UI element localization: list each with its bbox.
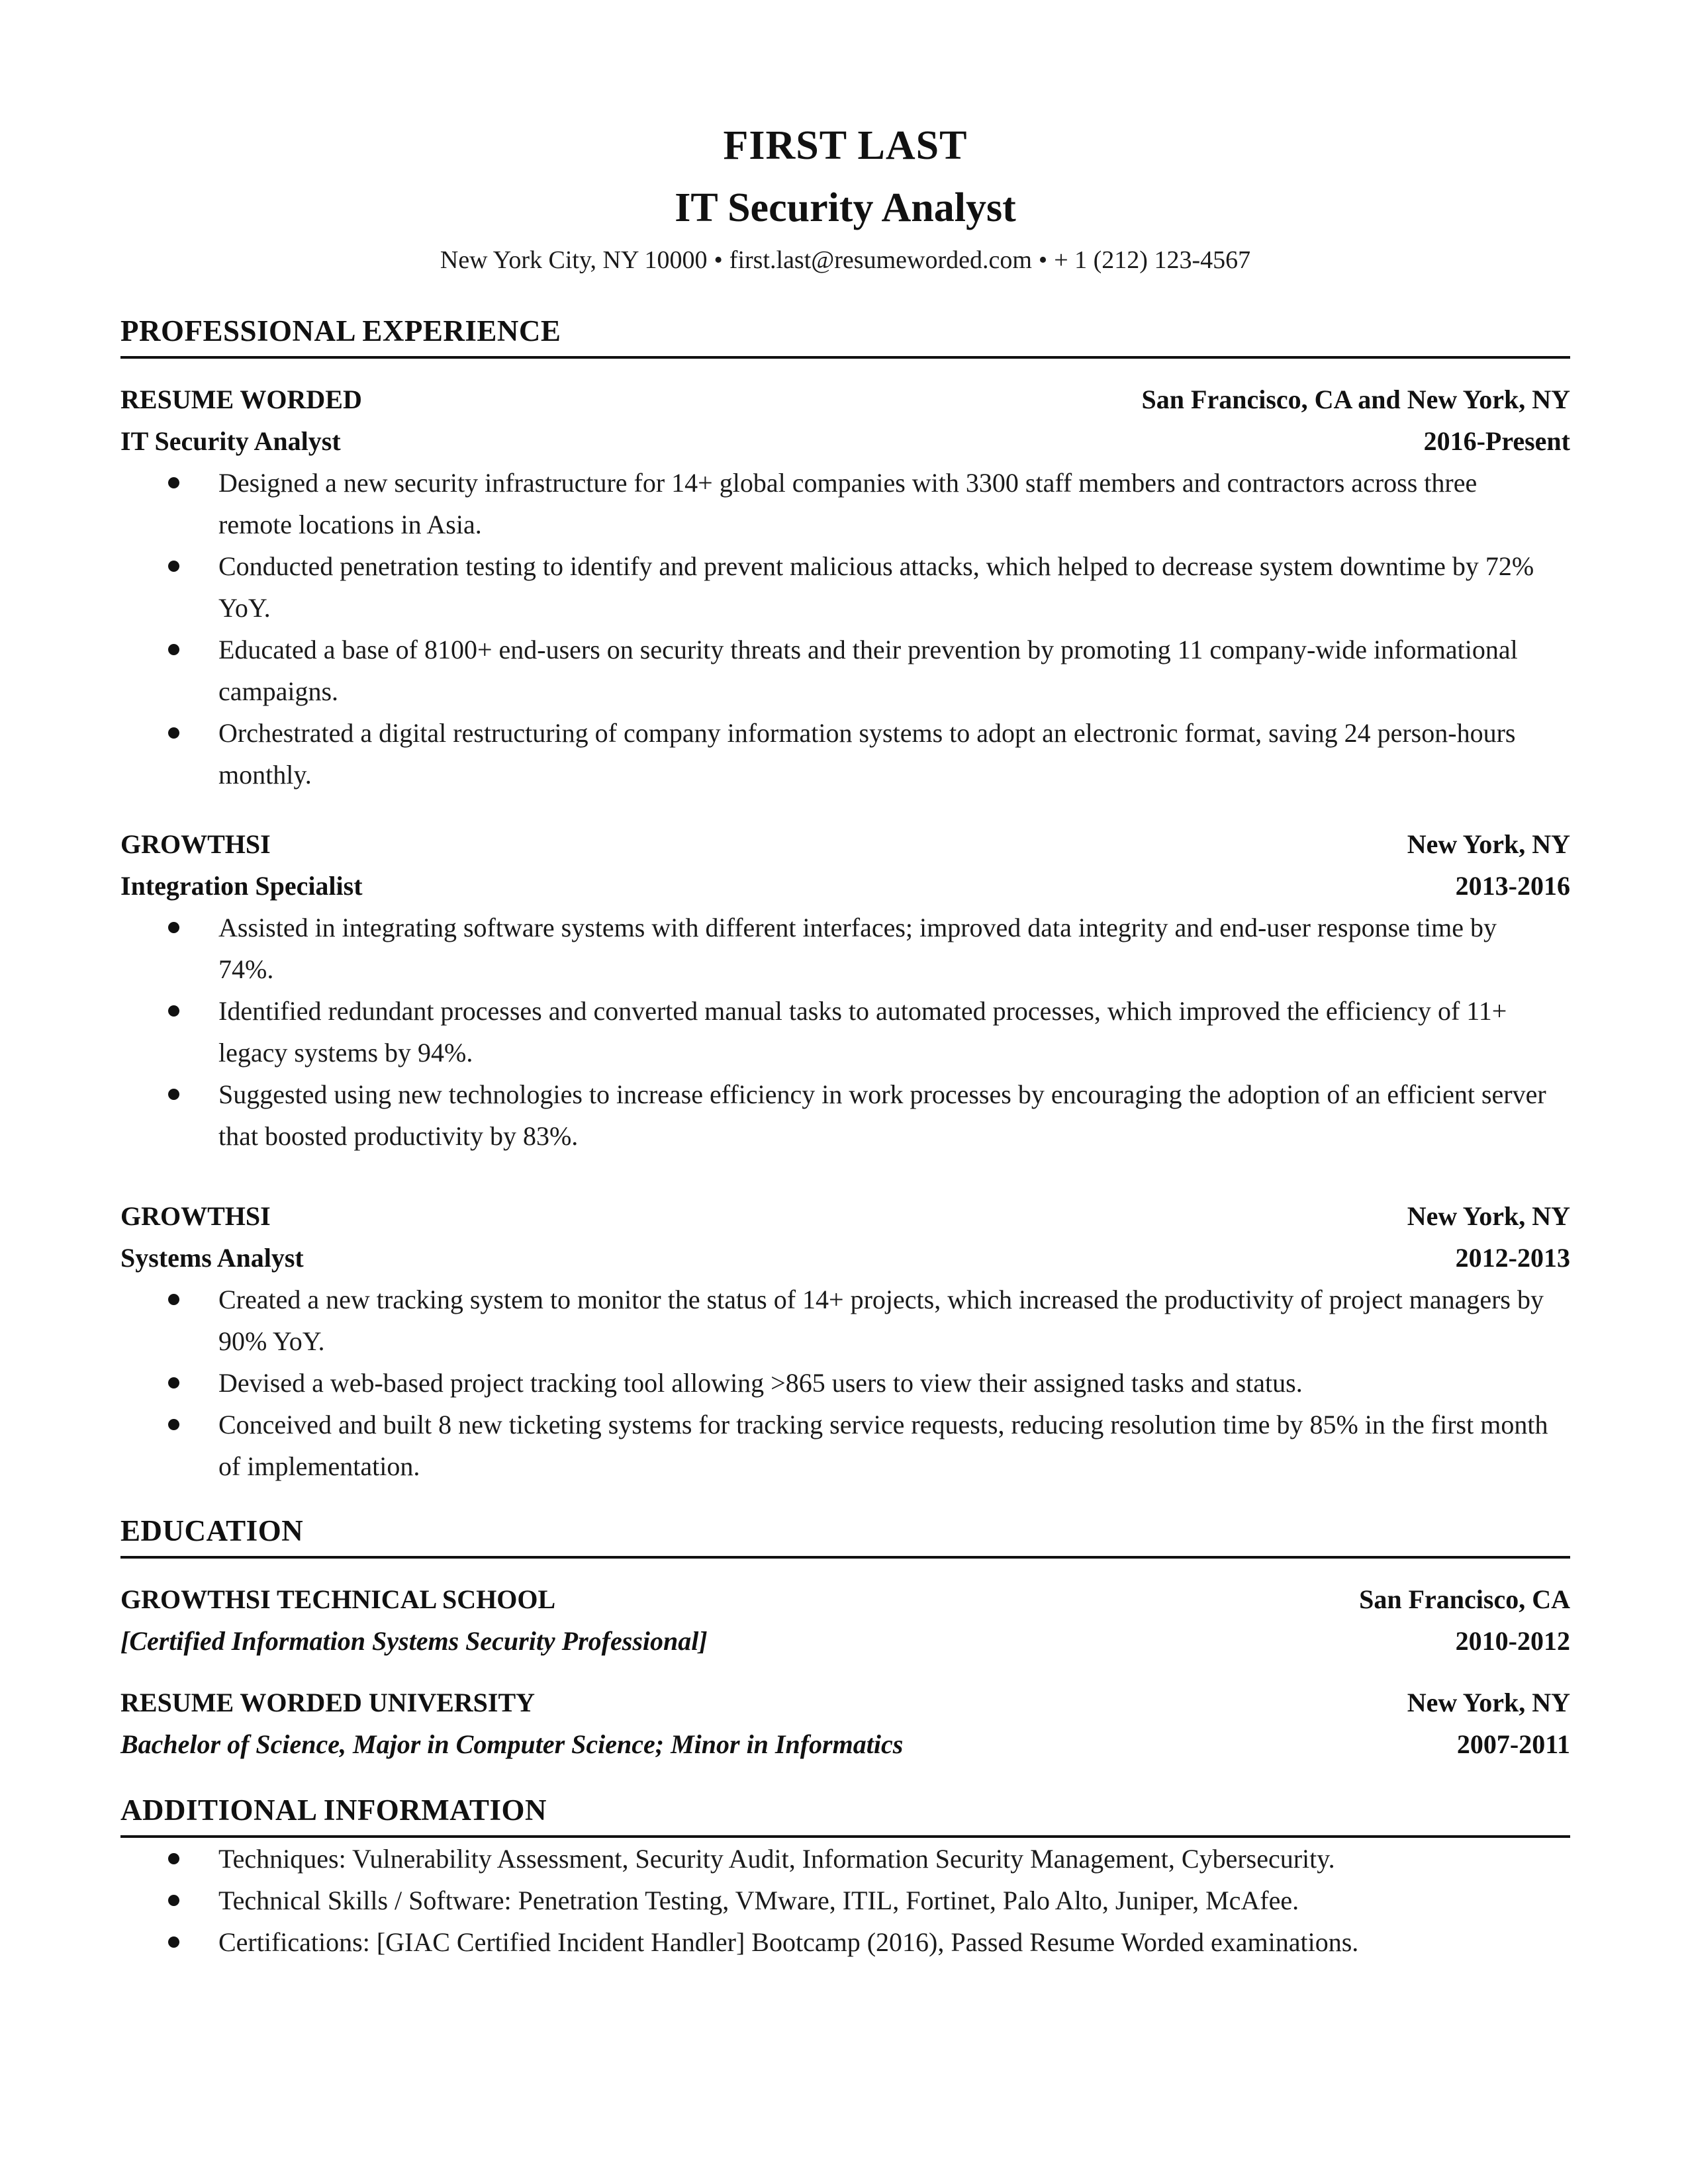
job-role: IT Security Analyst bbox=[120, 426, 341, 456]
school-degree: Bachelor of Science, Major in Computer Science; Minor in Informatics bbox=[120, 1729, 904, 1759]
bullet-icon bbox=[168, 1294, 179, 1305]
bullet-text: Assisted in integrating software systems with different interfaces; improved data integrity and end-user response time by 74%. bbox=[218, 913, 1497, 984]
school-location: San Francisco, CA bbox=[1359, 1584, 1570, 1614]
bullet-icon bbox=[168, 644, 179, 655]
school-name: RESUME WORDED UNIVERSITY bbox=[120, 1688, 536, 1717]
school-dates: 2007-2011 bbox=[1456, 1729, 1570, 1759]
contact-line bbox=[120, 242, 1570, 278]
list-item bbox=[120, 990, 1570, 1073]
job-entry bbox=[120, 823, 1570, 1157]
bullet-icon bbox=[168, 1853, 179, 1864]
education-entry bbox=[120, 1682, 1570, 1765]
bullet-text: Educated a base of 8100+ end-users on security threats and their prevention by promoting 11 company-wide informational campaigns. bbox=[218, 635, 1518, 706]
list-item bbox=[120, 907, 1570, 990]
candidate-title: IT Security Analyst bbox=[675, 185, 1016, 230]
job-dates: 2012-2013 bbox=[1455, 1243, 1570, 1273]
job-location: New York, NY bbox=[1407, 829, 1570, 859]
bullet-icon bbox=[168, 727, 179, 739]
list-item bbox=[120, 462, 1570, 545]
additional-info-text: Certifications: [GIAC Certified Incident Handler] Bootcamp (2016), Passed Resume Worded examinations. bbox=[218, 1927, 1359, 1957]
job-company: RESUME WORDED bbox=[120, 385, 362, 414]
list-item bbox=[120, 1921, 1570, 1963]
list-item bbox=[120, 712, 1570, 796]
resume-content bbox=[120, 119, 1570, 1963]
bullet-icon bbox=[168, 561, 179, 572]
job-location: New York, NY bbox=[1407, 1201, 1570, 1231]
bullet-text: Conceived and built 8 new ticketing systems for tracking service requests, reducing resolution time by 85% in the first month of implementation. bbox=[218, 1410, 1548, 1481]
job-dates: 2016-Present bbox=[1423, 426, 1570, 456]
bullet-icon bbox=[168, 1377, 179, 1388]
job-role: Systems Analyst bbox=[120, 1243, 304, 1273]
bullet-icon bbox=[168, 922, 179, 933]
contact-separator: • bbox=[714, 246, 723, 274]
bullet-icon bbox=[168, 1419, 179, 1430]
bullet-icon bbox=[168, 1089, 179, 1100]
bullet-text: Devised a web-based project tracking tool allowing >865 users to view their assigned tasks and status. bbox=[218, 1368, 1303, 1398]
list-item bbox=[120, 1838, 1570, 1880]
list-item bbox=[120, 1073, 1570, 1157]
school-dates: 2010-2012 bbox=[1455, 1626, 1570, 1656]
job-entry bbox=[120, 1195, 1570, 1487]
job-company: GROWTHSI bbox=[120, 1201, 271, 1231]
list-item bbox=[120, 629, 1570, 712]
job-bullet-list bbox=[120, 1279, 1570, 1487]
list-item bbox=[120, 545, 1570, 629]
school-degree: [Certified Information Systems Security Professional] bbox=[120, 1626, 708, 1656]
job-company: GROWTHSI bbox=[120, 829, 271, 859]
additional-info-list bbox=[120, 1838, 1570, 1963]
contact-email: first.last@resumeworded.com bbox=[729, 246, 1032, 274]
education-entry bbox=[120, 1578, 1570, 1662]
job-dates: 2013-2016 bbox=[1455, 871, 1570, 901]
additional-info-text: Techniques: Vulnerability Assessment, Security Audit, Information Security Management, Cybersecurity. bbox=[218, 1844, 1335, 1874]
bullet-icon bbox=[168, 1936, 179, 1948]
bullet-text: Suggested using new technologies to increase efficiency in work processes by encouraging the adoption of an efficient server that boosted productivity by 83%. bbox=[218, 1079, 1546, 1151]
list-item bbox=[120, 1880, 1570, 1921]
resume-header bbox=[120, 119, 1570, 278]
job-bullet-list bbox=[120, 907, 1570, 1157]
job-location: San Francisco, CA and New York, NY bbox=[1141, 385, 1570, 414]
contact-phone: + 1 (212) 123-4567 bbox=[1054, 246, 1251, 274]
section-heading-additional: ADDITIONAL INFORMATION bbox=[120, 1790, 1570, 1838]
list-item bbox=[120, 1362, 1570, 1404]
school-location: New York, NY bbox=[1407, 1688, 1570, 1717]
bullet-icon bbox=[168, 1895, 179, 1906]
contact-location: New York City, NY 10000 bbox=[440, 246, 708, 274]
bullet-text: Orchestrated a digital restructuring of company information systems to adopt an electronic format, saving 24 person-hours monthly. bbox=[218, 718, 1516, 790]
contact-separator: • bbox=[1038, 246, 1048, 274]
candidate-name: FIRST LAST bbox=[723, 123, 968, 168]
bullet-text: Designed a new security infrastructure for 14+ global companies with 3300 staff members and contractors across three remote locations in Asia. bbox=[218, 468, 1477, 539]
job-entry bbox=[120, 379, 1570, 796]
school-name: GROWTHSI TECHNICAL SCHOOL bbox=[120, 1584, 556, 1614]
section-heading-education: EDUCATION bbox=[120, 1511, 1570, 1559]
job-role: Integration Specialist bbox=[120, 871, 363, 901]
additional-info-text: Technical Skills / Software: Penetration Testing, VMware, ITIL, Fortinet, Palo Alto, Juniper, McAfee. bbox=[218, 1886, 1299, 1915]
bullet-icon bbox=[168, 1005, 179, 1017]
job-bullet-list bbox=[120, 462, 1570, 796]
list-item bbox=[120, 1279, 1570, 1362]
section-heading-experience: PROFESSIONAL EXPERIENCE bbox=[120, 311, 1570, 359]
bullet-text: Created a new tracking system to monitor the status of 14+ projects, which increased the productivity of project managers by 90% YoY. bbox=[218, 1285, 1544, 1356]
list-item bbox=[120, 1404, 1570, 1487]
bullet-icon bbox=[168, 477, 179, 488]
bullet-text: Conducted penetration testing to identify and prevent malicious attacks, which helped to decrease system downtime by 72% YoY. bbox=[218, 551, 1534, 623]
bullet-text: Identified redundant processes and converted manual tasks to automated processes, which improved the efficiency of 11+ legacy systems by 94%. bbox=[218, 996, 1507, 1068]
